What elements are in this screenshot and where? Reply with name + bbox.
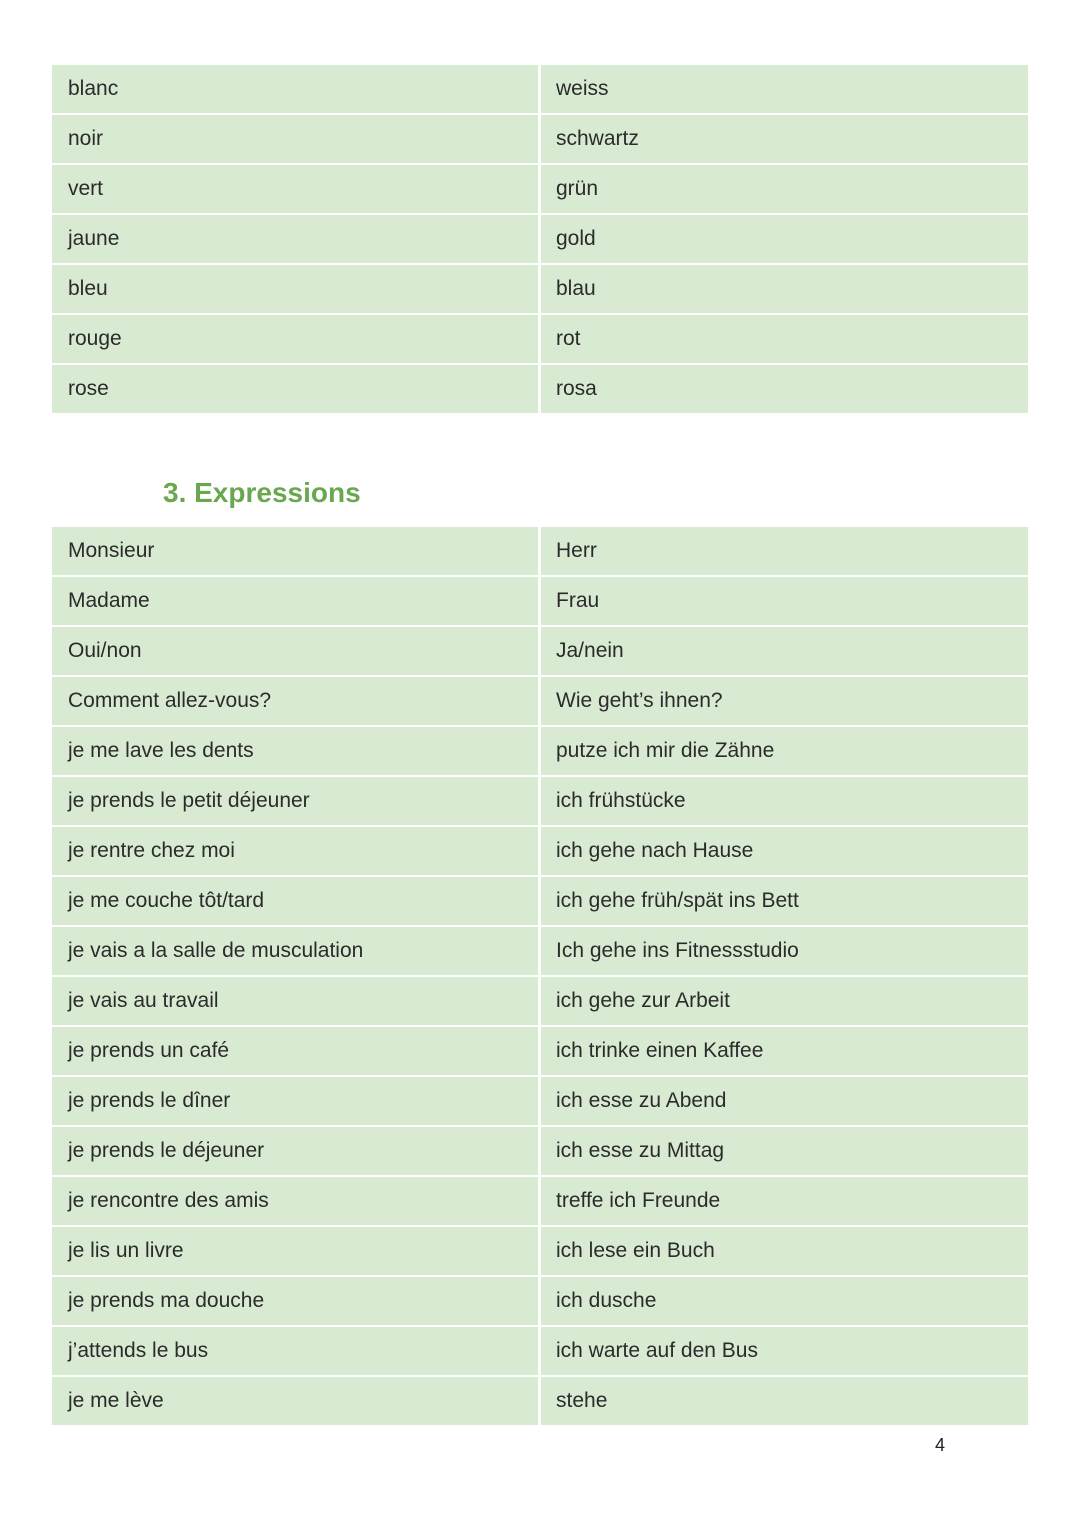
table-row (52, 1027, 1028, 1077)
french-term: je lis un livre (52, 1227, 541, 1277)
expressions-heading: 3. Expressions (163, 477, 361, 508)
french-term: rouge (52, 315, 541, 365)
table-row (52, 65, 1028, 115)
german-term: Ich gehe ins Fitnessstudio (541, 927, 1028, 977)
french-term: bleu (52, 265, 541, 315)
colors-vocab-table (52, 65, 1028, 413)
table-row (52, 215, 1028, 265)
french-term: je rencontre des amis (52, 1177, 541, 1227)
expressions-table-body (52, 527, 1028, 1425)
french-term: je me lève (52, 1377, 541, 1425)
table-row (52, 1127, 1028, 1177)
table-row (52, 365, 1028, 413)
table-row (52, 927, 1028, 977)
french-term: Oui/non (52, 627, 541, 677)
french-term: Madame (52, 577, 541, 627)
german-term: gold (541, 215, 1028, 265)
table-row (52, 1377, 1028, 1425)
table-row (52, 827, 1028, 877)
table-row (52, 877, 1028, 927)
german-term: grün (541, 165, 1028, 215)
german-term: ich lese ein Buch (541, 1227, 1028, 1277)
french-term: je prends un café (52, 1027, 541, 1077)
table-row (52, 527, 1028, 577)
french-term: je me couche tôt/tard (52, 877, 541, 927)
german-term: treffe ich Freunde (541, 1177, 1028, 1227)
german-term: Herr (541, 527, 1028, 577)
german-term: schwartz (541, 115, 1028, 165)
french-term: Monsieur (52, 527, 541, 577)
german-term: Frau (541, 577, 1028, 627)
table-row (52, 1177, 1028, 1227)
french-term: je prends le petit déjeuner (52, 777, 541, 827)
table-row (52, 627, 1028, 677)
french-term: jaune (52, 215, 541, 265)
german-term: ich warte auf den Bus (541, 1327, 1028, 1377)
table-row (52, 1327, 1028, 1377)
german-term: ich gehe zur Arbeit (541, 977, 1028, 1027)
table-row (52, 1277, 1028, 1327)
colors-table-body (52, 65, 1028, 413)
table-row (52, 777, 1028, 827)
table-row (52, 115, 1028, 165)
french-term: blanc (52, 65, 541, 115)
german-term: rosa (541, 365, 1028, 413)
table-row (52, 165, 1028, 215)
page-number: 4 (935, 1435, 946, 1455)
french-term: je prends ma douche (52, 1277, 541, 1327)
german-term: ich dusche (541, 1277, 1028, 1327)
german-term: weiss (541, 65, 1028, 115)
french-term: Comment allez-vous? (52, 677, 541, 727)
german-term: ich esse zu Abend (541, 1077, 1028, 1127)
table-row (52, 977, 1028, 1027)
expressions-vocab-table (52, 527, 1028, 1425)
french-term: je rentre chez moi (52, 827, 541, 877)
french-term: rose (52, 365, 541, 413)
table-row (52, 577, 1028, 627)
french-term: noir (52, 115, 541, 165)
french-term: je vais a la salle de musculation (52, 927, 541, 977)
french-term: j’attends le bus (52, 1327, 541, 1377)
table-row (52, 677, 1028, 727)
german-term: blau (541, 265, 1028, 315)
german-term: ich gehe nach Hause (541, 827, 1028, 877)
table-row (52, 265, 1028, 315)
german-term: ich gehe früh/spät ins Bett (541, 877, 1028, 927)
german-term: ich frühstücke (541, 777, 1028, 827)
german-term: ich esse zu Mittag (541, 1127, 1028, 1177)
german-term: ich trinke einen Kaffee (541, 1027, 1028, 1077)
german-term: stehe (541, 1377, 1028, 1425)
german-term: putze ich mir die Zähne (541, 727, 1028, 777)
table-row (52, 727, 1028, 777)
french-term: vert (52, 165, 541, 215)
table-row (52, 1227, 1028, 1277)
german-term: rot (541, 315, 1028, 365)
french-term: je me lave les dents (52, 727, 541, 777)
table-row (52, 315, 1028, 365)
german-term: Ja/nein (541, 627, 1028, 677)
french-term: je prends le dîner (52, 1077, 541, 1127)
german-term: Wie geht’s ihnen? (541, 677, 1028, 727)
french-term: je prends le déjeuner (52, 1127, 541, 1177)
table-row (52, 1077, 1028, 1127)
french-term: je vais au travail (52, 977, 541, 1027)
